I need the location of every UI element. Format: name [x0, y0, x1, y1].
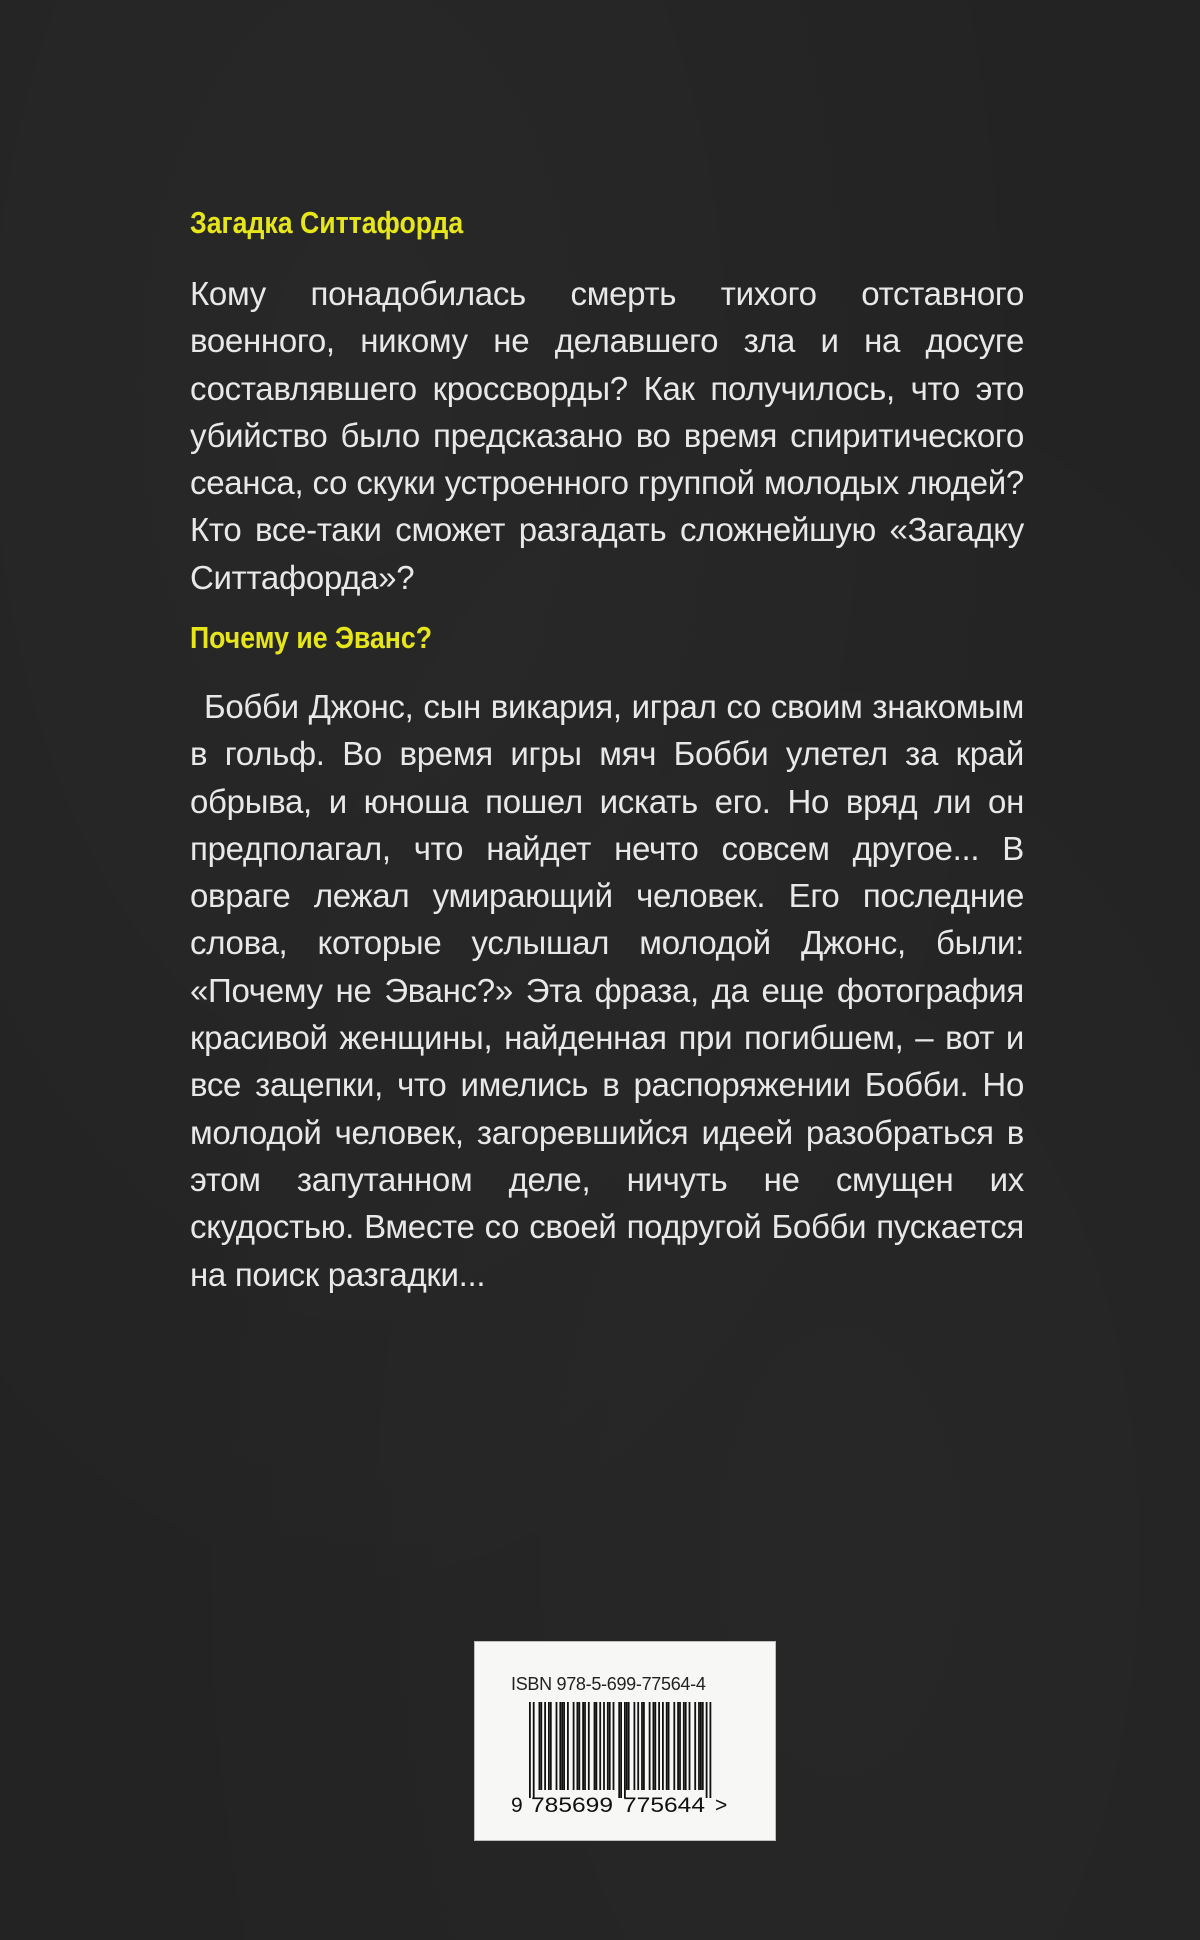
barcode-bar [654, 1702, 656, 1790]
barcode-bar [533, 1702, 535, 1798]
barcode-bar [685, 1702, 687, 1790]
barcode-bar [624, 1702, 626, 1798]
barcode-bar [550, 1702, 552, 1790]
barcode-bar [539, 1702, 541, 1790]
barcode-bar [563, 1702, 565, 1790]
barcode-bar [677, 1702, 679, 1790]
barcode-bar [588, 1702, 590, 1790]
barcode-bar [578, 1702, 580, 1790]
barcode-bar [577, 1702, 579, 1790]
barcode-bar [596, 1702, 598, 1790]
section-title-evans: Почему ие Эванс? [190, 620, 433, 655]
barcode-bar [620, 1702, 622, 1798]
barcode-bar [559, 1702, 561, 1790]
section-title-sittaford: Загадка Ситтафорда [190, 205, 464, 240]
barcode-bar [668, 1702, 670, 1790]
barcode-bar [662, 1702, 664, 1790]
barcode-end-mark: > [715, 1794, 728, 1817]
barcode-bar [594, 1702, 596, 1790]
section-text-evans: Бобби Джонс, сын викария, играл со своим знакомым в гольф. Во время игры мяч Бобби улетел за край обрыва, и юноша пошел искать его. Но вряд ли он предполагал, что найдет нечто совсем другое... В овраге лежал умирающий человек. Его последние слова, которые услышал молодой Джонс, были: «Почему не Эванс?» Эта фраза, да еще фотография красивой женщины, найденная при погибшем, – вот и все зацепки, что имелись в распоряжении Бобби. Но молодой человек, загоревшийся идеей разобраться в этом запутанном деле, ничуть не смущен их скудостью. Вместе со своей подругой Бобби пускается на поиск разгадки... [190, 688, 1024, 1293]
barcode-bar [643, 1702, 645, 1790]
barcode-bar [607, 1702, 609, 1790]
barcode-bar [689, 1702, 691, 1790]
barcode-bar [544, 1702, 546, 1790]
barcode-bar [573, 1702, 575, 1790]
barcode-bar [710, 1702, 712, 1798]
barcode-digits-left: 785699 [531, 1794, 613, 1817]
barcode-bar [609, 1702, 611, 1790]
barcode-bar [561, 1702, 563, 1790]
barcode-bar [556, 1702, 558, 1790]
barcode-bar [613, 1702, 615, 1790]
barcode-bar [548, 1702, 550, 1790]
barcode-bar [706, 1702, 708, 1798]
barcode-bar [683, 1702, 685, 1790]
barcode-bar [529, 1702, 531, 1798]
barcode-bar [666, 1702, 668, 1790]
barcode-bar [673, 1702, 675, 1790]
section-text-sittaford: Кому понадобилась смерть тихого отставного военного, никому не делавшего зла и на досуге составлявшего кроссворды? Как получилось, что это убийство было предсказано во время спиритического сеанса, со скуки устроенного группой молодых людей? Кто все-таки сможет разгадать сложнейшую «Загадку Ситтафорда»? [190, 275, 1024, 596]
barcode-bar [626, 1702, 628, 1790]
barcode-first-digit: 9 [511, 1794, 523, 1817]
barcode-bar [658, 1702, 660, 1790]
barcode-bar [700, 1702, 702, 1790]
barcode-digits-right: 775644 [623, 1794, 706, 1817]
barcode [511, 1702, 735, 1820]
barcode-bar [540, 1702, 542, 1790]
barcode-bar [584, 1702, 586, 1790]
barcode-bars [529, 1702, 711, 1798]
barcode-bar [694, 1702, 696, 1790]
barcode-bar [641, 1702, 643, 1790]
barcode-bar [649, 1702, 651, 1790]
barcode-bar [582, 1702, 584, 1790]
barcode-bar [603, 1702, 605, 1790]
barcode-bar [698, 1702, 700, 1790]
isbn-label: ISBN 978-5-699-77564-4 [511, 1674, 706, 1694]
barcode-bar [637, 1702, 639, 1790]
barcode-bar [679, 1702, 681, 1790]
barcode-bar [653, 1702, 655, 1790]
barcode-bar [702, 1702, 704, 1790]
barcode-bar [634, 1702, 636, 1790]
isbn-barcode-box [474, 1641, 776, 1841]
barcode-bar [567, 1702, 569, 1790]
barcode-bar [618, 1702, 620, 1798]
barcode-bar [599, 1702, 601, 1790]
barcode-bar [628, 1702, 630, 1790]
